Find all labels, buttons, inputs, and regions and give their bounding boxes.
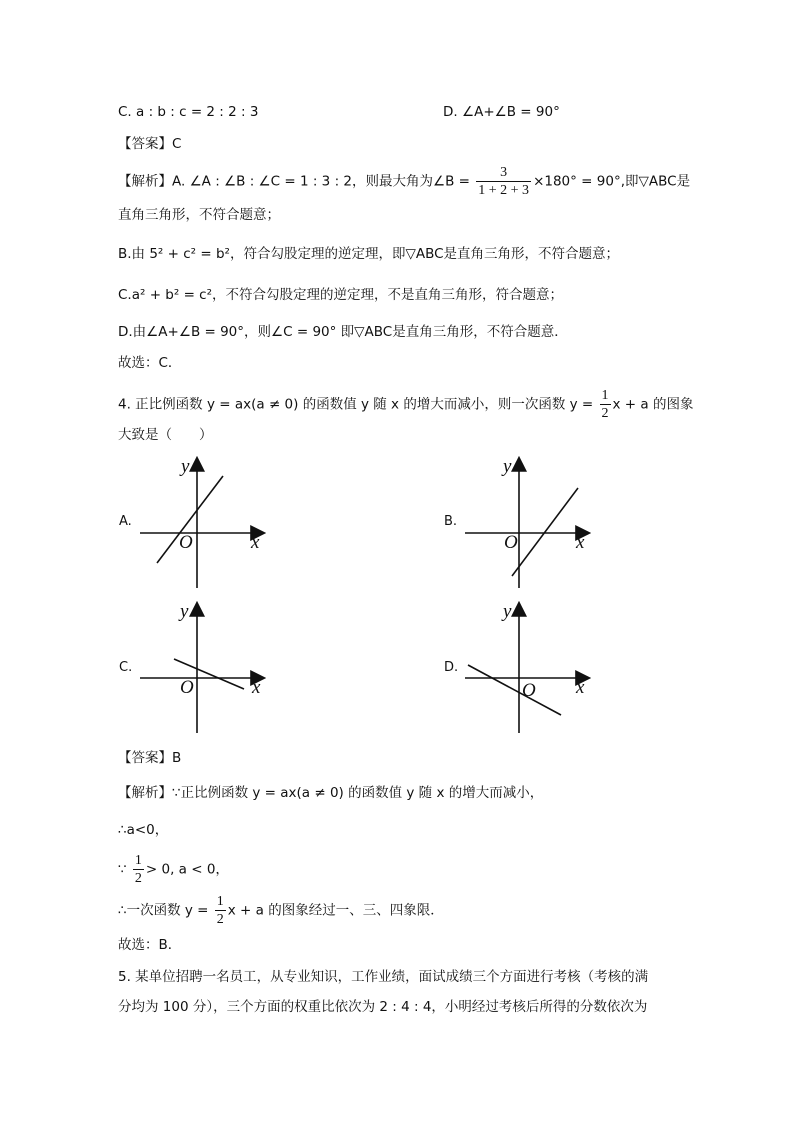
q4-stem: [118, 387, 693, 422]
graph-d-label: D.: [444, 660, 459, 675]
q4-analysis-3-pre: ∵: [118, 861, 131, 878]
q3-analysis-d: D.由∠A+∠B = 90°，则∠C = 90° 即▽ABC是直角三角形，不符合题意．: [118, 324, 568, 340]
q3-analysis-label: 【解析】: [118, 173, 172, 190]
q3-frac-den: 1 + 2 + 3: [478, 183, 530, 198]
q4-choose: 故选：B．: [118, 937, 182, 953]
q3-choose: 故选：C．: [118, 355, 182, 371]
q4-stem-fraction: [600, 387, 611, 422]
graph-b-x-label: x: [576, 532, 585, 553]
q4-a4-frac-den: 2: [216, 912, 224, 927]
graph-b-line: [512, 488, 578, 576]
graph-b-origin: O: [504, 532, 518, 553]
q4-analysis-1: 【解析】∵正比例函数 y = ax(a ≠ 0) 的函数值 y 随 x 的增大而减小，: [118, 785, 544, 801]
q3-analysis-a-fraction: [476, 164, 531, 199]
q3-analysis-a-pre: A. ∠A : ∠B : ∠C = 1 : 3 : 2，则最大角为∠B =: [172, 173, 475, 190]
q4-analysis-4-post: x + a 的图象经过一、三、四象限．: [227, 902, 444, 919]
q4-analysis-3: [118, 852, 229, 887]
q5-line2: 分均为 100 分），三个方面的权重比依次为 2 : 4 : 4，小明经过考核后所得的分数依次为: [118, 999, 648, 1015]
graph-b-y-label: y: [503, 456, 512, 477]
q4-analysis-4: [118, 893, 444, 928]
graph-a-y-label: y: [181, 456, 190, 477]
graph-d-y-label: y: [503, 601, 512, 622]
graph-a-origin: O: [179, 532, 193, 553]
q4-stem-frac-den: 2: [601, 406, 609, 421]
q4-a4-frac-num: 1: [216, 894, 224, 909]
q4-stem-line2: 大致是（ ）: [118, 427, 213, 443]
graph-b-label: B.: [444, 514, 458, 529]
q4-analysis-4-pre: ∴一次函数 y =: [118, 902, 213, 919]
q5-line1: 5. 某单位招聘一名员工，从专业知识，工作业绩，面试成绩三个方面进行考核（考核的满: [118, 969, 649, 985]
q4-analysis-3-post: > 0, a < 0，: [145, 861, 229, 878]
q4-stem-post: x + a 的图象: [612, 396, 694, 413]
graph-d-line: [468, 665, 561, 715]
q3-analysis-b: B.由 5² + c² = b²，符合勾股定理的逆定理，即▽ABC是直角三角形，不符合题意；: [118, 246, 620, 262]
q4-a3-frac-num: 1: [134, 853, 142, 868]
graph-d: [460, 600, 640, 740]
q4-analysis-3-fraction: [133, 852, 144, 887]
q4-analysis-4-fraction: [215, 893, 226, 928]
graph-d-origin: O: [522, 680, 536, 701]
q3-option-c: C. a : b : c = 2 : 2 : 3: [118, 104, 259, 120]
graph-c-x-label: x: [252, 677, 261, 698]
q3-analysis-c: C.a² + b² = c²，不符合勾股定理的逆定理，不是直角三角形，符合题意；: [118, 287, 564, 303]
graph-a: [135, 455, 315, 595]
graph-a-label: A.: [119, 514, 132, 529]
graph-c-origin: O: [180, 677, 194, 698]
graph-c: [135, 600, 315, 740]
q3-analysis-a: [118, 164, 690, 199]
q4-stem-pre: 4. 正比例函数 y = ax(a ≠ 0) 的函数值 y 随 x 的增大而减小，则一次函数 y =: [118, 396, 598, 413]
graph-d-x-label: x: [576, 677, 585, 698]
q3-option-d: D. ∠A+∠B = 90°: [443, 104, 560, 120]
q3-frac-num: 3: [476, 164, 531, 182]
graph-c-y-label: y: [180, 601, 189, 622]
graph-a-x-label: x: [251, 532, 260, 553]
q4-a3-frac-den: 2: [134, 871, 142, 886]
q3-analysis-a-line2: 直角三角形，不符合题意；: [118, 207, 280, 223]
q4-analysis-2: ∴a<0，: [118, 822, 169, 838]
q3-answer: 【答案】C: [118, 136, 182, 152]
q4-stem-frac-num: 1: [601, 388, 609, 403]
q3-analysis-a-post: ×180° = 90°,即▽ABC是: [533, 173, 691, 190]
q4-answer: 【答案】B: [118, 750, 182, 766]
graph-c-label: C.: [119, 660, 133, 675]
graph-b: [460, 455, 640, 595]
